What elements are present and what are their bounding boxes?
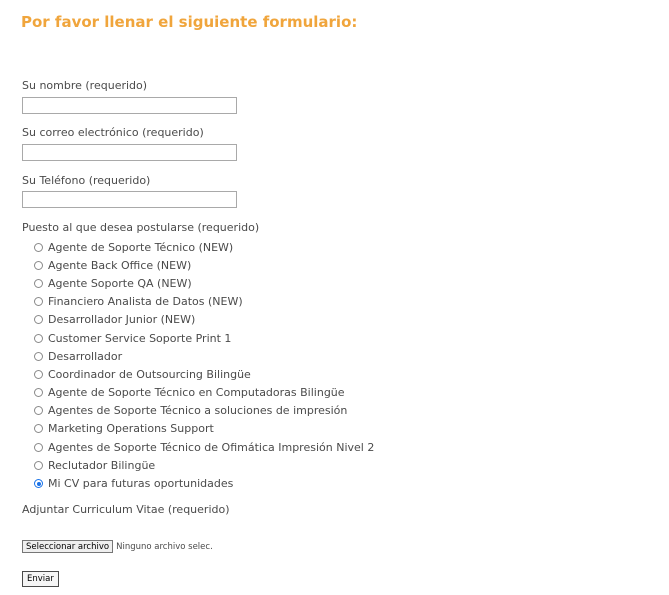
phone-field[interactable] [22, 191, 237, 208]
position-option-label: Financiero Analista de Datos (NEW) [48, 295, 243, 309]
name-label: Su nombre (requerido) [22, 79, 148, 92]
position-option-label: Marketing Operations Support [48, 422, 214, 436]
radio-button[interactable] [34, 479, 43, 488]
position-option-label: Agentes de Soporte Técnico de Ofimática Impresión Nivel 2 [48, 440, 375, 454]
radio-button[interactable] [34, 388, 43, 397]
position-option-label: Customer Service Soporte Print 1 [48, 331, 232, 345]
radio-button[interactable] [34, 461, 43, 470]
position-option-label: Agente Soporte QA (NEW) [48, 276, 192, 290]
position-option[interactable] [34, 256, 374, 274]
radio-button[interactable] [34, 370, 43, 379]
radio-button[interactable] [34, 261, 43, 270]
position-option[interactable] [34, 402, 374, 420]
select-file-button[interactable]: Seleccionar archivo [22, 540, 113, 553]
position-option[interactable] [34, 438, 374, 456]
page-title: Por favor llenar el siguiente formulario: [21, 13, 358, 31]
radio-button[interactable] [34, 352, 43, 361]
position-option[interactable] [34, 474, 374, 492]
position-option[interactable] [34, 329, 374, 347]
position-option[interactable] [34, 274, 374, 292]
phone-label: Su Teléfono (requerido) [22, 174, 151, 187]
position-option-label: Coordinador de Outsourcing Bilingüe [48, 367, 251, 381]
position-option-label: Agente Back Office (NEW) [48, 258, 192, 272]
position-option-label: Reclutador Bilingüe [48, 458, 156, 472]
position-option-label: Desarrollador Junior (NEW) [48, 313, 196, 327]
position-option-label: Desarrollador [48, 349, 123, 363]
radio-button[interactable] [34, 243, 43, 252]
position-option[interactable] [34, 456, 374, 474]
position-option-label: Agente de Soporte Técnico (NEW) [48, 240, 234, 254]
email-field[interactable] [22, 144, 237, 161]
radio-button[interactable] [34, 279, 43, 288]
position-option[interactable] [34, 238, 374, 256]
cv-file-input [22, 540, 213, 553]
position-label: Puesto al que desea postularse (requerido) [22, 221, 260, 234]
submit-button[interactable]: Enviar [22, 571, 59, 587]
position-option[interactable] [34, 420, 374, 438]
email-label: Su correo electrónico (requerido) [22, 126, 204, 139]
position-option-label: Mi CV para futuras oportunidades [48, 477, 234, 491]
radio-button[interactable] [34, 297, 43, 306]
radio-button[interactable] [34, 424, 43, 433]
position-radio-group [34, 238, 374, 493]
position-option[interactable] [34, 365, 374, 383]
position-option[interactable] [34, 347, 374, 365]
position-option-label: Agente de Soporte Técnico en Computadoras Bilingüe [48, 386, 345, 400]
radio-button[interactable] [34, 443, 43, 452]
position-option-label: Agentes de Soporte Técnico a soluciones de impresión [48, 404, 348, 418]
name-field[interactable] [22, 97, 237, 114]
file-status-text: Ninguno archivo selec. [116, 541, 213, 552]
position-option[interactable] [34, 311, 374, 329]
position-option[interactable] [34, 384, 374, 402]
position-option[interactable] [34, 293, 374, 311]
radio-button[interactable] [34, 334, 43, 343]
radio-button[interactable] [34, 406, 43, 415]
cv-label: Adjuntar Curriculum Vitae (requerido) [22, 503, 230, 516]
radio-button[interactable] [34, 315, 43, 324]
